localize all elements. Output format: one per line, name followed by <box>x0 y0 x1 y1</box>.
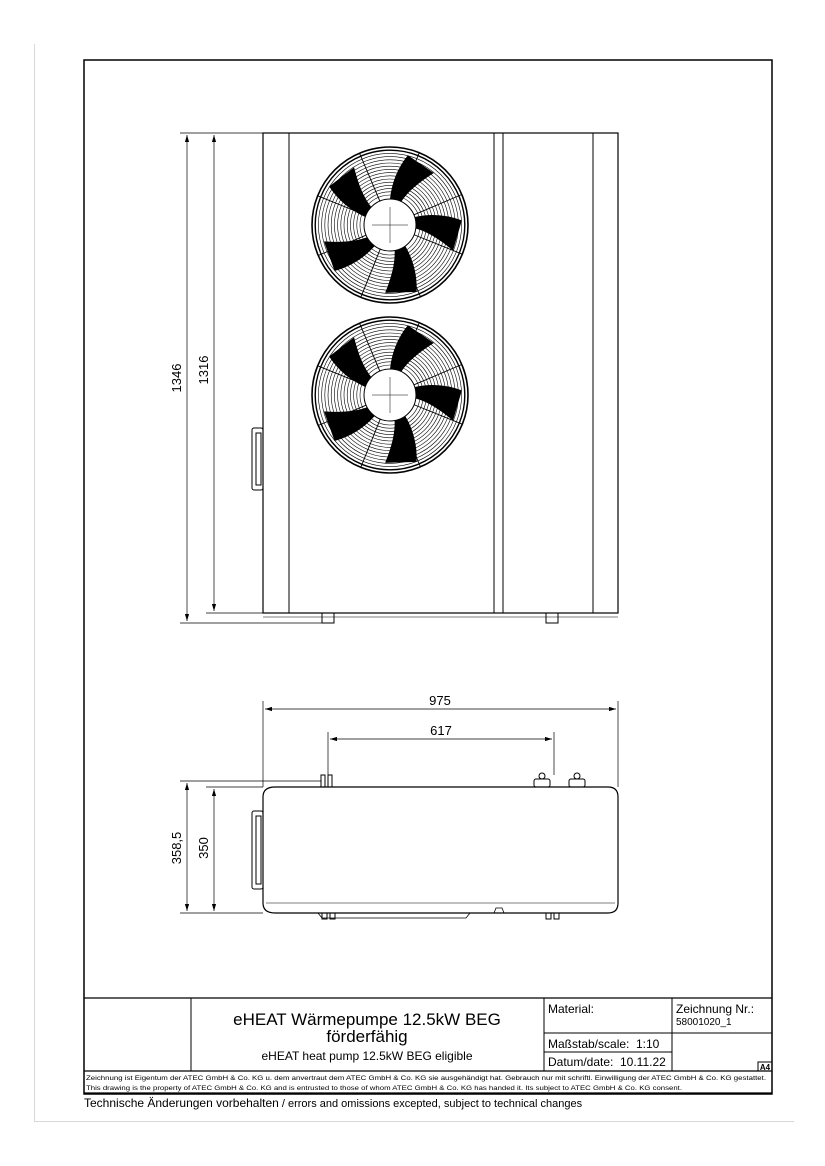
ownership-de: Zeichnung ist Eigentum der ATEC GmbH & Co. KG u. dem anvertraut dem ATEC GmbH & Co. KG sie ausgehändigt hat. Gebrauch nur mit schriftl. Einwilligung der ATEC GmbH & Co. KG gestattet. <box>86 1075 767 1082</box>
dim-body-height: 1316 <box>196 355 211 385</box>
scale-value: 1:10 <box>636 1037 660 1051</box>
footer-disclaimer <box>84 1096 582 1110</box>
top-view <box>252 773 618 919</box>
dim-width: 975 <box>429 693 451 708</box>
top-dimensions <box>180 701 618 913</box>
fan-blade <box>390 325 434 371</box>
connection-stub-1 <box>321 775 325 787</box>
top-housing <box>263 787 618 913</box>
front-view <box>252 133 618 623</box>
scale-label: Maßstab/scale: <box>548 1037 630 1051</box>
fan-bottom <box>312 317 468 473</box>
dim-total-height: 1346 <box>169 363 184 393</box>
dim-total-depth: 358,5 <box>169 831 184 865</box>
date-value: 10.11.22 <box>620 1055 666 1069</box>
fan-blade <box>390 155 434 201</box>
title-de-line2: förderfähig <box>326 1027 408 1046</box>
title-de-line1: eHEAT Wärmepumpe 12.5kW BEG <box>233 1010 501 1029</box>
date-label: Datum/date: <box>548 1055 614 1069</box>
footer-en: errors and omissions excepted, subject to technical changes <box>287 1098 583 1110</box>
foot-right <box>546 613 558 623</box>
front-housing <box>263 133 618 613</box>
footer-separator: / <box>278 1098 288 1110</box>
ownership-en: This drawing is the property of ATEC GmbH & Co. KG and is entrusted to those of whom ATEC GmbH & Co. KG has handed it. Its subject to ATEC GmbH & Co. KG consent. <box>86 1085 683 1092</box>
connection-port-2 <box>569 779 585 787</box>
dim-body-depth: 350 <box>196 837 211 859</box>
fan-top <box>312 147 468 303</box>
format-label: A4 <box>759 1063 771 1072</box>
dim-connection-spacing: 617 <box>430 723 452 738</box>
material-label: Material: <box>548 1002 595 1016</box>
drawing-no: 58001020_1 <box>676 1017 732 1028</box>
foot-left <box>322 613 334 623</box>
connection-port-1 <box>534 779 550 787</box>
title-en: eHEAT heat pump 12.5kW BEG eligible <box>261 1049 473 1063</box>
footer-de: Technische Änderungen vorbehalten <box>84 1096 279 1110</box>
drawing-no-label: Zeichnung Nr.: <box>676 1002 755 1016</box>
